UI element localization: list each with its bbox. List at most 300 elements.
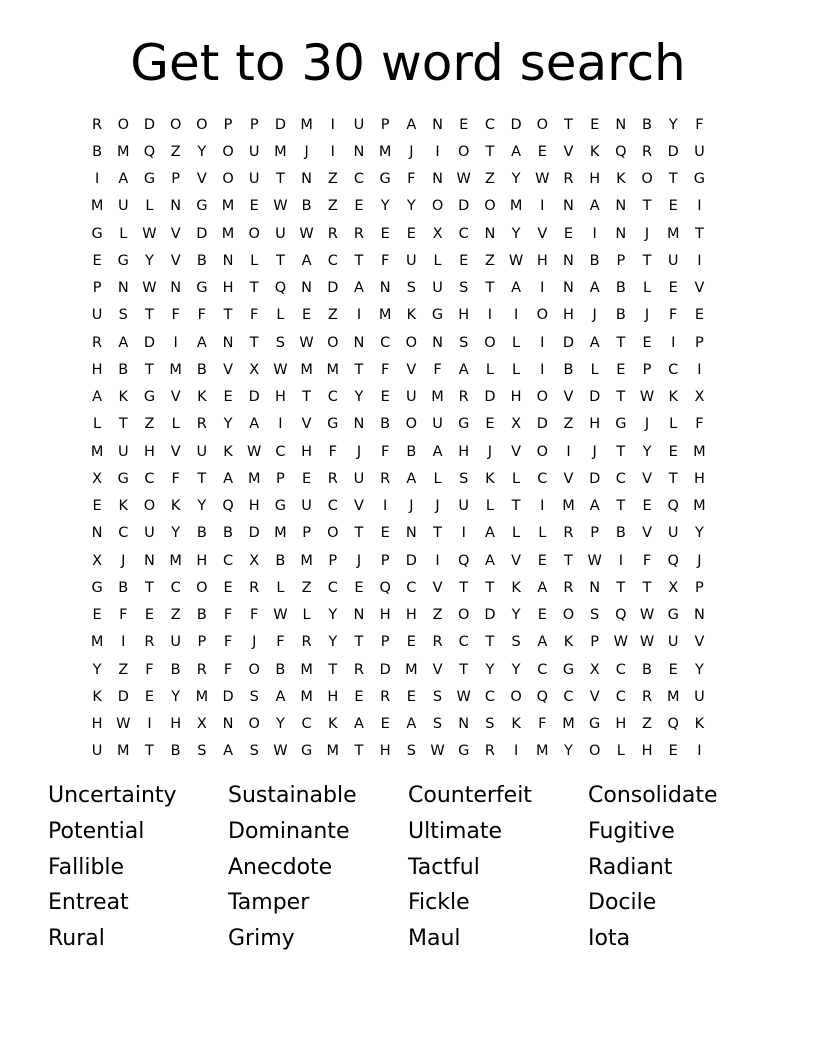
grid-letter: E bbox=[459, 252, 469, 269]
grid-letter: P bbox=[590, 634, 600, 651]
grid-letter: C bbox=[537, 470, 548, 487]
grid-letter: F bbox=[223, 634, 233, 651]
grid-letter: A bbox=[406, 116, 417, 133]
grid-letter: O bbox=[588, 743, 601, 760]
grid-letter: W bbox=[116, 716, 131, 733]
grid-letter: H bbox=[91, 361, 103, 378]
grid-letter: C bbox=[144, 470, 155, 487]
grid-letter: D bbox=[117, 688, 129, 705]
grid-letter: J bbox=[592, 443, 597, 460]
grid-letter: L bbox=[93, 416, 102, 433]
grid-letter: B bbox=[615, 307, 626, 324]
grid-letter: O bbox=[327, 525, 339, 542]
grid-letter: M bbox=[169, 361, 182, 378]
grid-letter: H bbox=[405, 607, 417, 624]
grid-letter: I bbox=[540, 498, 545, 515]
grid-letter: M bbox=[90, 443, 104, 460]
grid-letter: K bbox=[589, 143, 600, 160]
grid-letter: B bbox=[275, 552, 286, 569]
word-list-item: Rural bbox=[48, 926, 105, 951]
grid-letter: F bbox=[250, 307, 259, 324]
grid-letter: A bbox=[458, 361, 469, 378]
grid-letter: M bbox=[562, 498, 575, 515]
grid-letter: U bbox=[432, 416, 443, 433]
grid-letter: X bbox=[92, 470, 103, 487]
grid-letter: Z bbox=[170, 607, 181, 624]
grid-letter: O bbox=[248, 716, 260, 733]
grid-letter: N bbox=[432, 334, 443, 351]
grid-letter: T bbox=[485, 280, 495, 297]
grid-letter: V bbox=[170, 225, 181, 242]
grid-letter: W bbox=[273, 607, 288, 624]
grid-letter: M bbox=[247, 470, 261, 487]
grid-letter: A bbox=[354, 716, 364, 733]
grid-letter: O bbox=[484, 334, 496, 351]
grid-letter: E bbox=[249, 198, 259, 215]
grid-letter: A bbox=[589, 198, 600, 215]
grid-letter: Y bbox=[694, 661, 704, 678]
grid-letter: D bbox=[143, 334, 156, 351]
grid-letter: K bbox=[511, 579, 521, 596]
grid-letter: U bbox=[117, 443, 129, 460]
grid-letter: D bbox=[667, 143, 679, 160]
grid-letter: J bbox=[644, 307, 650, 324]
grid-letter: D bbox=[484, 607, 496, 624]
grid-letter: E bbox=[642, 334, 652, 351]
grid-letter: T bbox=[511, 498, 521, 515]
grid-letter: H bbox=[589, 171, 601, 188]
grid-letter: M bbox=[562, 716, 575, 733]
grid-letter: G bbox=[431, 307, 444, 324]
grid-letter: F bbox=[250, 607, 259, 624]
grid-letter: E bbox=[302, 307, 312, 324]
word-list-item: Fickle bbox=[408, 890, 470, 916]
grid-letter: U bbox=[248, 143, 260, 160]
grid-letter: E bbox=[92, 252, 102, 269]
grid-letter: N bbox=[693, 607, 705, 624]
grid-letter: G bbox=[143, 389, 156, 406]
grid-letter: T bbox=[485, 634, 495, 651]
grid-letter: C bbox=[301, 716, 312, 733]
grid-letter: Z bbox=[432, 607, 443, 624]
grid-letter: C bbox=[170, 579, 181, 596]
grid-letter: H bbox=[379, 743, 391, 760]
grid-letter: M bbox=[221, 225, 235, 242]
grid-letter: I bbox=[487, 307, 493, 324]
grid-letter: S bbox=[275, 334, 286, 351]
grid-letter: X bbox=[196, 716, 207, 733]
grid-letter: U bbox=[353, 470, 365, 487]
grid-letter: A bbox=[118, 171, 129, 188]
grid-letter: X bbox=[249, 552, 260, 569]
grid-letter: I bbox=[540, 334, 545, 351]
grid-letter: I bbox=[94, 171, 100, 188]
grid-letter: G bbox=[615, 416, 627, 433]
grid-letter: V bbox=[223, 361, 233, 378]
grid-letter: U bbox=[248, 171, 260, 188]
grid-letter: N bbox=[458, 716, 470, 733]
grid-letter: E bbox=[537, 552, 547, 569]
grid-letter: N bbox=[170, 280, 182, 297]
grid-letter: C bbox=[563, 688, 574, 705]
grid-letter: R bbox=[301, 634, 312, 651]
grid-letter: T bbox=[118, 416, 128, 433]
word-list-item: Tamper bbox=[228, 890, 310, 916]
grid-letter: S bbox=[432, 688, 443, 705]
grid-letter: T bbox=[328, 661, 338, 678]
grid-letter: I bbox=[540, 361, 545, 378]
grid-letter: N bbox=[222, 334, 234, 351]
grid-letter: L bbox=[276, 579, 285, 596]
grid-letter: Y bbox=[223, 416, 233, 433]
grid-letter: F bbox=[669, 307, 678, 324]
grid-letter: Z bbox=[484, 252, 495, 269]
grid-letter: K bbox=[485, 470, 495, 487]
grid-letter: E bbox=[302, 470, 312, 487]
grid-letter: U bbox=[91, 307, 103, 324]
grid-letter: S bbox=[511, 634, 521, 651]
grid-letter: M bbox=[405, 661, 418, 678]
grid-letter: W bbox=[299, 225, 314, 242]
grid-letter: I bbox=[330, 116, 335, 133]
grid-letter: T bbox=[616, 334, 626, 351]
grid-letter: I bbox=[147, 716, 152, 733]
grid-letter: W bbox=[508, 252, 524, 269]
grid-letter: A bbox=[537, 579, 548, 596]
grid-letter: R bbox=[380, 470, 391, 487]
word-list-item: Iota bbox=[588, 926, 631, 951]
grid-letter: O bbox=[222, 143, 234, 160]
grid-letter: Q bbox=[458, 552, 470, 569]
grid-letter: K bbox=[563, 634, 574, 651]
grid-letter: N bbox=[353, 334, 365, 351]
grid-letter: C bbox=[118, 525, 129, 542]
grid-letter: U bbox=[667, 525, 679, 542]
grid-letter: V bbox=[354, 498, 364, 515]
grid-letter: B bbox=[642, 661, 652, 678]
grid-letter: V bbox=[589, 688, 600, 705]
grid-letter: I bbox=[435, 143, 440, 160]
grid-letter: T bbox=[564, 116, 573, 133]
grid-letter: E bbox=[590, 116, 600, 133]
grid-letter: B bbox=[170, 743, 181, 760]
grid-letter: L bbox=[145, 198, 154, 215]
grid-letter: M bbox=[326, 361, 340, 378]
grid-letter: F bbox=[119, 607, 128, 624]
grid-letter: N bbox=[144, 552, 155, 569]
grid-letter: T bbox=[354, 361, 364, 378]
grid-letter: Y bbox=[354, 389, 364, 406]
grid-letter: I bbox=[540, 280, 545, 297]
grid-letter: M bbox=[509, 198, 523, 215]
grid-letter: K bbox=[511, 716, 521, 733]
grid-letter: F bbox=[695, 116, 704, 133]
grid-letter: E bbox=[668, 661, 678, 678]
grid-letter: J bbox=[356, 443, 362, 460]
grid-letter: G bbox=[300, 743, 313, 760]
grid-letter: D bbox=[589, 389, 601, 406]
grid-letter: V bbox=[301, 416, 312, 433]
word-list-item: Uncertainty bbox=[48, 783, 177, 808]
grid-letter: M bbox=[274, 143, 287, 160]
grid-letter: K bbox=[406, 307, 417, 324]
grid-letter: Y bbox=[642, 443, 652, 460]
grid-letter: F bbox=[380, 443, 390, 460]
grid-letter: D bbox=[484, 389, 496, 406]
grid-letter: F bbox=[223, 661, 233, 678]
grid-letter: Y bbox=[92, 661, 102, 678]
grid-letter: F bbox=[380, 361, 390, 378]
grid-letter: L bbox=[276, 307, 285, 324]
grid-letter: M bbox=[300, 688, 313, 705]
grid-letter: A bbox=[406, 716, 417, 733]
grid-letter: T bbox=[642, 198, 652, 215]
grid-letter: O bbox=[484, 198, 496, 215]
grid-letter: W bbox=[587, 552, 602, 569]
grid-letter: O bbox=[248, 225, 260, 242]
grid-letter: Y bbox=[511, 607, 521, 624]
grid-letter: I bbox=[671, 334, 676, 351]
page-title: Get to 30 word search bbox=[130, 34, 686, 92]
grid-letter: Q bbox=[667, 552, 679, 569]
grid-letter: T bbox=[275, 171, 285, 188]
grid-letter: B bbox=[563, 361, 574, 378]
grid-letter: T bbox=[668, 171, 678, 188]
grid-letter: T bbox=[616, 389, 626, 406]
grid-letter: D bbox=[589, 470, 601, 487]
grid-letter: R bbox=[563, 579, 574, 596]
grid-letter: S bbox=[459, 280, 469, 297]
grid-letter: H bbox=[615, 716, 627, 733]
grid-letter: F bbox=[433, 361, 442, 378]
grid-letter: V bbox=[563, 389, 574, 406]
grid-letter: F bbox=[328, 443, 337, 460]
grid-letter: I bbox=[278, 416, 283, 433]
grid-letter: N bbox=[301, 171, 313, 188]
word-list-item: Sustainable bbox=[228, 783, 357, 808]
grid-letter: Q bbox=[222, 498, 234, 515]
grid-letter: T bbox=[459, 661, 469, 678]
grid-letter: S bbox=[590, 607, 600, 624]
grid-letter: T bbox=[694, 225, 704, 242]
grid-letter: H bbox=[589, 416, 601, 433]
grid-letter: Z bbox=[327, 171, 338, 188]
grid-letter: N bbox=[170, 198, 182, 215]
grid-letter: N bbox=[432, 116, 443, 133]
grid-letter: G bbox=[458, 416, 470, 433]
grid-letter: W bbox=[456, 688, 471, 705]
grid-letter: N bbox=[615, 116, 627, 133]
grid-letter: E bbox=[380, 716, 390, 733]
grid-letter: W bbox=[247, 443, 262, 460]
grid-letter: B bbox=[118, 579, 129, 596]
grid-letter: S bbox=[406, 743, 416, 760]
grid-letter: Y bbox=[328, 607, 338, 624]
grid-letter: R bbox=[249, 579, 260, 596]
grid-letter: N bbox=[91, 525, 103, 542]
grid-letter: P bbox=[380, 634, 390, 651]
grid-letter: K bbox=[694, 716, 705, 733]
grid-letter: S bbox=[459, 470, 469, 487]
grid-letter: O bbox=[405, 416, 418, 433]
grid-letter: Y bbox=[275, 716, 285, 733]
grid-letter: D bbox=[379, 661, 391, 678]
grid-letter: E bbox=[668, 743, 678, 760]
grid-letter: L bbox=[512, 525, 521, 542]
grid-letter: C bbox=[406, 579, 417, 596]
grid-letter: D bbox=[458, 198, 470, 215]
grid-letter: R bbox=[92, 334, 103, 351]
grid-letter: K bbox=[92, 688, 102, 705]
grid-letter: O bbox=[536, 389, 548, 406]
grid-letter: Z bbox=[144, 416, 155, 433]
grid-letter: O bbox=[248, 661, 260, 678]
grid-letter: V bbox=[563, 143, 574, 160]
grid-letter: Z bbox=[170, 143, 181, 160]
grid-letter: O bbox=[458, 607, 470, 624]
grid-letter: E bbox=[668, 443, 678, 460]
grid-letter: O bbox=[458, 143, 470, 160]
grid-letter: P bbox=[616, 252, 626, 269]
grid-letter: K bbox=[118, 498, 129, 515]
grid-letter: A bbox=[223, 743, 233, 760]
grid-letter: N bbox=[405, 525, 417, 542]
grid-letter: M bbox=[221, 198, 235, 215]
grid-letter: N bbox=[222, 252, 234, 269]
grid-letter: V bbox=[642, 525, 652, 542]
grid-letter: L bbox=[171, 416, 180, 433]
grid-letter: N bbox=[222, 716, 234, 733]
grid-letter: C bbox=[222, 552, 234, 569]
grid-letter: U bbox=[91, 743, 103, 760]
grid-letter: K bbox=[223, 443, 233, 460]
word-list-item: Consolidate bbox=[588, 783, 718, 808]
grid-letter: E bbox=[354, 198, 364, 215]
grid-letter: J bbox=[487, 443, 493, 460]
grid-letter: X bbox=[694, 389, 705, 406]
grid-letter: A bbox=[484, 552, 495, 569]
grid-letter: A bbox=[118, 334, 129, 351]
grid-letter: P bbox=[642, 361, 652, 378]
grid-letter: H bbox=[327, 688, 339, 705]
grid-letter: Y bbox=[564, 743, 573, 760]
grid-letter: Y bbox=[485, 661, 495, 678]
grid-letter: U bbox=[667, 634, 679, 651]
grid-letter: G bbox=[562, 661, 575, 678]
grid-letter: E bbox=[616, 361, 626, 378]
grid-letter: P bbox=[695, 334, 704, 351]
grid-letter: A bbox=[196, 334, 207, 351]
grid-letter: R bbox=[92, 116, 103, 133]
grid-letter: R bbox=[196, 416, 207, 433]
grid-letter: Y bbox=[197, 498, 207, 515]
grid-letter: G bbox=[91, 225, 103, 242]
grid-letter: H bbox=[170, 716, 182, 733]
grid-letter: S bbox=[406, 280, 416, 297]
grid-letter: N bbox=[353, 143, 365, 160]
grid-letter: R bbox=[327, 470, 338, 487]
grid-letter: U bbox=[694, 143, 705, 160]
grid-letter: J bbox=[252, 634, 257, 651]
grid-letter: N bbox=[117, 280, 129, 297]
grid-letter: A bbox=[92, 389, 103, 406]
letter-grid bbox=[84, 111, 713, 765]
grid-letter: B bbox=[406, 443, 417, 460]
grid-letter: G bbox=[379, 171, 391, 188]
grid-letter: D bbox=[196, 225, 208, 242]
grid-letter: N bbox=[615, 198, 627, 215]
grid-letter: J bbox=[356, 552, 362, 569]
grid-letter: Y bbox=[171, 525, 181, 542]
grid-letter: N bbox=[563, 252, 574, 269]
grid-letter: I bbox=[697, 361, 702, 378]
grid-letter: P bbox=[92, 280, 102, 297]
grid-letter: Y bbox=[406, 198, 416, 215]
grid-letter: R bbox=[641, 688, 653, 705]
grid-letter: I bbox=[121, 634, 126, 651]
grid-letter: V bbox=[406, 361, 417, 378]
grid-letter: E bbox=[459, 116, 469, 133]
grid-letter: B bbox=[170, 661, 181, 678]
grid-letter: C bbox=[484, 688, 495, 705]
grid-letter: G bbox=[91, 579, 103, 596]
grid-letter: L bbox=[485, 361, 494, 378]
grid-letter: L bbox=[512, 361, 521, 378]
grid-letter: U bbox=[170, 634, 181, 651]
grid-letter: A bbox=[223, 470, 233, 487]
word-list bbox=[48, 778, 768, 957]
grid-letter: L bbox=[669, 416, 678, 433]
word-list-item: Fallible bbox=[48, 854, 125, 880]
grid-letter: P bbox=[223, 116, 233, 133]
grid-letter: T bbox=[145, 743, 154, 760]
grid-letter: L bbox=[616, 743, 625, 760]
grid-letter: Y bbox=[328, 634, 338, 651]
grid-letter: Q bbox=[536, 688, 548, 705]
grid-letter: G bbox=[196, 198, 208, 215]
grid-letter: L bbox=[538, 525, 547, 542]
grid-letter: D bbox=[248, 525, 260, 542]
grid-letter: A bbox=[406, 470, 417, 487]
grid-letter: Y bbox=[668, 116, 678, 133]
grid-letter: X bbox=[92, 552, 103, 569]
grid-letter: C bbox=[380, 334, 391, 351]
grid-letter: E bbox=[668, 280, 678, 297]
grid-letter: O bbox=[327, 334, 339, 351]
grid-letter: E bbox=[380, 225, 390, 242]
grid-letter: U bbox=[301, 498, 312, 515]
grid-letter: H bbox=[510, 389, 522, 406]
grid-letter: P bbox=[276, 470, 285, 487]
word-list-item: Grimy bbox=[228, 926, 295, 951]
grid-letter: C bbox=[484, 116, 495, 133]
grid-letter: I bbox=[461, 525, 466, 542]
grid-letter: R bbox=[353, 225, 364, 242]
grid-letter: J bbox=[409, 498, 414, 515]
grid-letter: S bbox=[459, 334, 469, 351]
grid-letter: C bbox=[458, 225, 469, 242]
grid-letter: O bbox=[536, 116, 548, 133]
grid-letter: S bbox=[485, 716, 495, 733]
grid-letter: G bbox=[458, 743, 470, 760]
grid-letter: A bbox=[275, 688, 286, 705]
word-list-item: Docile bbox=[588, 890, 657, 916]
grid-letter: E bbox=[380, 389, 390, 406]
grid-letter: K bbox=[668, 389, 678, 406]
word-list-item: Tactful bbox=[408, 854, 480, 880]
grid-letter: L bbox=[302, 607, 311, 624]
grid-letter: A bbox=[301, 252, 312, 269]
